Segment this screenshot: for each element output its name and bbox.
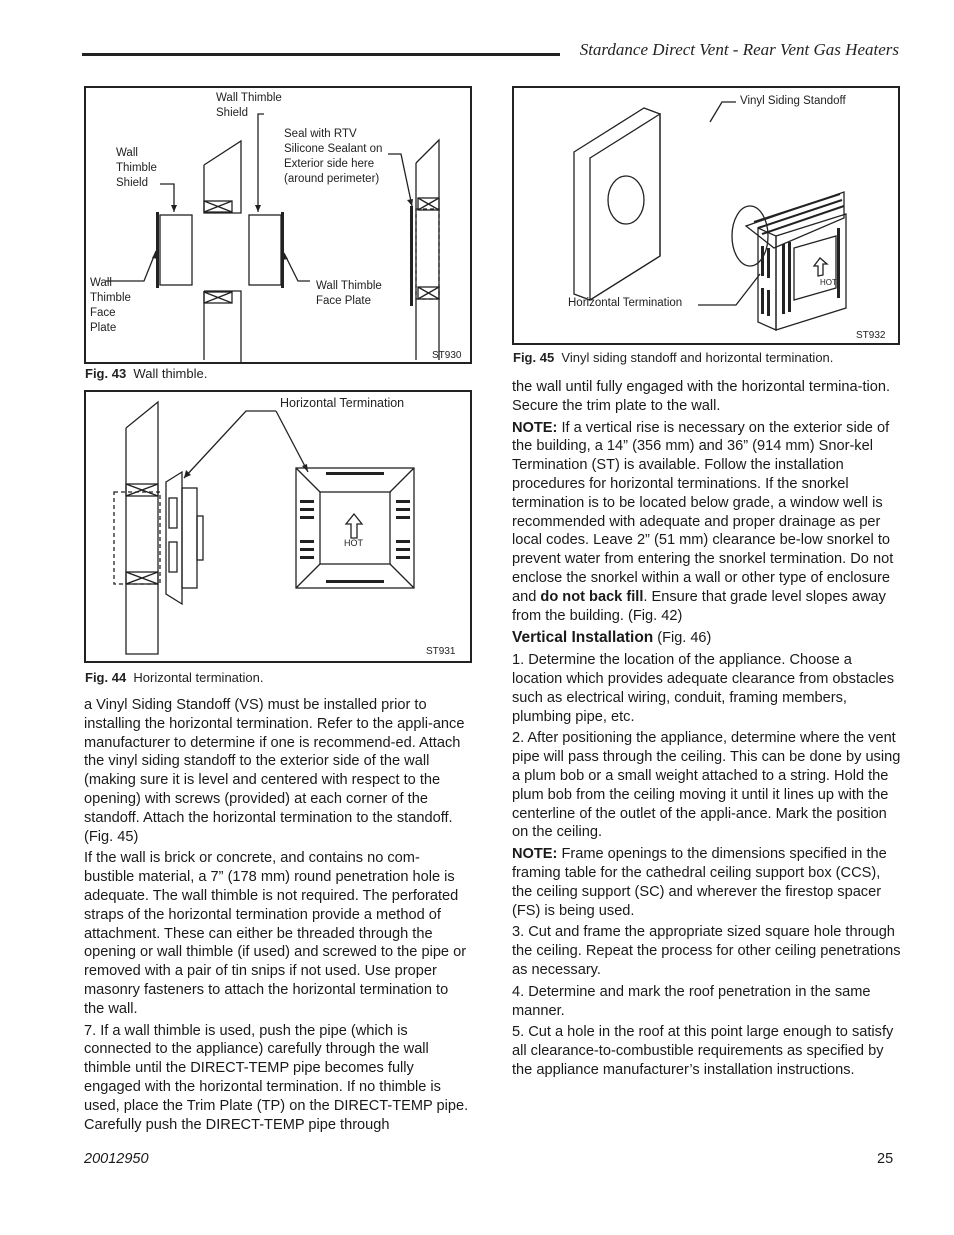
note-text: If a vertical rise is necessary on the exterior side of the building, a 14” (356 mm) and 36” (914 mm) Snor-kel Termination (ST) is available. Follow the installation procedures for horizontal terminations. If the snorkel termination is to be located below grade, a window well is recommended with adequate and proper drainage as per local codes. Leave 2” (51 mm) clearance be-low snorkel to prevent water from entering the snorkel termination. Do not enclose the snorkel within a wall or other type of enclosure and [512,419,894,605]
hot-mark: HOT [820,278,837,287]
right-column [512,378,902,1083]
label-horizontal-termination: Horizontal Termination [280,396,405,410]
label-horizontal-termination: Horizontal Termination [568,297,683,309]
section-heading [512,629,902,648]
note-emphasis: do not back fill [540,588,644,605]
header-rule [82,53,560,56]
step-3: 3. Cut and frame the appropriate sized square hole through the ceiling. Repeat the process for other ceiling penetrations as necessary. [512,924,901,978]
caption-number: Fig. 45 [513,350,555,365]
document-number: 20012950 [84,1151,149,1167]
heading-text: Vertical Installation [512,629,654,647]
caption-number: Fig. 44 [85,670,127,685]
note-snorkel [512,419,902,626]
step-5: 5. Cut a hole in the roof at this point large enough to satisfy all clearance-to-combustible requirements as specified by the appliance manufacturer’s installation instructions. [512,1024,894,1078]
note-label: NOTE: [512,846,558,863]
figure-44-caption [85,670,263,685]
caption-text: Wall thimble. [133,366,208,381]
figure-45-vinyl-siding-standoff [512,86,900,345]
note-text-end: . Ensure that grade level slopes away from the building. (Fig. 42) [512,588,886,624]
page-number: 25 [877,1151,894,1167]
figure-code: ST932 [856,330,886,341]
label-face-plate-right: Wall Thimble Face Plate [316,280,382,307]
paragraph-step-7: 7. If a wall thimble is used, push the pipe (which is connected to the appliance) carefully through the wall thimble until the DIRECT-TEMP pipe becomes fully engaged with the horizontal termination. If no thimble is used, place the Trim Plate (TP) on the DIRECT-TEMP pipe. Carefully push the DIRECT-TEMP pipe through [84,1022,469,1133]
heading-reference: (Fig. 46) [653,630,712,647]
figure-44-horizontal-termination [84,390,472,663]
note-label: NOTE: [512,419,558,436]
caption-number: Fig. 43 [85,366,127,381]
caption-text: Vinyl siding standoff and horizontal termination. [561,350,834,365]
hot-mark: HOT [344,538,363,548]
caption-text: Horizontal termination. [133,670,264,685]
paragraph: a Vinyl Siding Standoff (VS) must be installed prior to installing the horizontal termination. Refer to the appli-ance manufacturer to determine if one is recommend-ed. Attach the vinyl siding standoff to the exterior side of the wall (making sure it is level and centered with respect to the opening) with screws (provided) at each corner of the standoff. Attach the horizontal termination to the standoff. (Fig. 45) [84,697,465,845]
label-seal-rtv: Seal with RTV Silicone Sealant on Exterior side here (around perimeter) [284,128,383,185]
figure-code: ST931 [426,646,456,657]
figure-code: ST930 [432,350,462,361]
paragraph: If the wall is brick or concrete, and contains no com-bustible material, a 7” (178 mm) round penetration hole is adequate. The wall thimble is not required. The perforated straps of the horizontal termination provide a method of attachment. These can either be threaded through the opening or wall thimble (if used) and screwed to the pipe or removed with a pair of tin snips if not used. Use proper masonry fasteners to attach the horizontal termination to the wall. [84,850,467,1017]
figure-43-caption [85,366,207,381]
horizontal-termination-diagram [86,392,470,661]
figure-43-wall-thimble [84,86,472,364]
label-wall-thimble-shield-top: Wall Thimble Shield [216,92,282,119]
paragraph: the wall until fully engaged with the horizontal termina-tion. Secure the trim plate to the wall. [512,379,891,414]
step-2: 2. After positioning the appliance, determine where the vent pipe will pass through the ceiling. This can be done by using a plum bob or a small weight attached to a string. Hold the plum bob from the ceiling moving it until it lines up with the centerline of the outlet of the appli-ance. Mark the position on the ceiling. [512,730,901,841]
label-wall-thimble-shield-left: Wall Thimble Shield [116,147,157,189]
page-header-title: Stardance Direct Vent - Rear Vent Gas Heaters [579,40,899,59]
label-face-plate-left: Wall Thimble Face Plate [90,277,131,334]
figure-45-caption [513,350,833,365]
note-frame-openings [512,845,902,920]
step-1: 1. Determine the location of the appliance. Choose a location which provides adequate clearance from obstacles such as electrical wiring, conduit, framing members, plumbing pipe, etc. [512,652,895,725]
label-vinyl-siding-standoff: Vinyl Siding Standoff [740,95,846,107]
wall-thimble-diagram [86,88,470,362]
note-text: Frame openings to the dimensions specified in the framing table for the cathedral ceiling support box (CCS), the ceiling support (SC) and wherever the firestop spacer (FS) is being used. [512,846,887,919]
left-column [84,696,470,1137]
step-4: 4. Determine and mark the roof penetration in the same manner. [512,983,871,1019]
